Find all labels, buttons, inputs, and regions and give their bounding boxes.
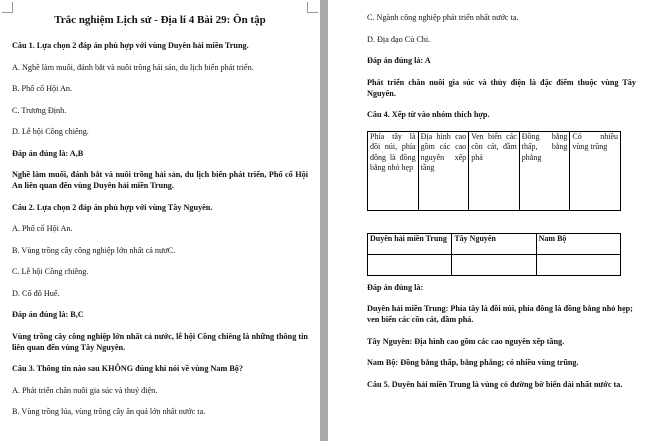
q1-option-c: C. Trương Định. xyxy=(12,105,67,115)
table-cell xyxy=(452,254,536,275)
margin-corner-mark xyxy=(2,2,13,13)
question-3: Câu 3. Thông tin nào sau KHÔNG đúng khi nói về vùng Nam Bộ? xyxy=(12,364,243,373)
table-header: Tây Nguyên xyxy=(452,233,536,254)
table-cell: Địa hình cao gồm các cao nguyên xếp tầng xyxy=(418,131,469,210)
q3-explanation: Phát triển chăn nuôi gia súc và thủy điện là đặc điểm thuộc vùng Tây Nguyên. xyxy=(367,77,636,98)
q3-answer: Đáp án đúng là: A xyxy=(367,56,431,65)
margin-corner-mark xyxy=(307,2,318,13)
q4-answer-line-2: Tây Nguyên: Địa hình cao gồm các cao nguyên xếp tầng. xyxy=(367,336,565,346)
q1-option-b: B. Phố cổ Hội An. xyxy=(12,84,73,93)
q2-answer: Đáp án đúng là: B,C xyxy=(12,310,84,319)
q3-option-b: B. Vùng trồng lúa, vùng trồng cây ăn quả lớn nhất nước ta. xyxy=(12,407,206,416)
q2-option-b: B. Vùng trồng cây công nghiệp lớn nhất cả nươC. xyxy=(12,245,176,255)
grouping-table xyxy=(367,233,621,276)
q1-option-d: D. Lễ hội Cồng chiêng. xyxy=(12,127,89,136)
word-options-table xyxy=(367,131,621,211)
table-row xyxy=(368,233,621,254)
q1-option-a: A. Nghề làm muối, đánh bắt và nuôi trồng hải sản, du lịch biển phát triển. xyxy=(12,62,254,72)
q4-answer-line-1: Duyên hải miền Trung: Phía tây là đồi núi, phía đông là đồng bằng nhỏ hẹp; ven biển các cồn cát, đầm phá. xyxy=(367,304,633,324)
document-title: Trắc nghiệm Lịch sử - Địa lí 4 Bài 29: Ôn tập xyxy=(54,14,266,26)
table-cell: Phía tây là đồi núi, phía đông là đồng bằng nhỏ hẹp xyxy=(368,131,419,210)
question-2: Câu 2. Lựa chọn 2 đáp án phù hợp với vùng Tây Nguyên. xyxy=(12,202,213,212)
table-cell: Có nhiều vùng trũng xyxy=(570,131,621,210)
q1-explanation: Nghề làm muối, đánh bắt và nuôi trồng hải sản, du lịch biển phát triển, Phố cổ Hội An liên quan đến vùng Duyên hải miền Trung. xyxy=(12,170,308,190)
document-page-left xyxy=(0,0,320,441)
table-row xyxy=(368,131,621,210)
table-cell xyxy=(368,254,452,275)
q1-answer: Đáp án đúng là: A,B xyxy=(12,148,84,158)
q3-option-c: C. Ngành công nghiệp phát triển nhất nước ta. xyxy=(367,13,519,22)
q2-option-a: A. Phố cổ Hội An. xyxy=(12,224,73,233)
table-header: Nam Bộ xyxy=(536,233,620,254)
q2-option-d: D. Cố đô Huế. xyxy=(12,288,60,298)
q3-option-a: A. Phát triển chăn nuôi gia súc và thuỷ điện. xyxy=(12,385,158,395)
table-cell: Ven biển các cồn cát, đầm phá xyxy=(469,131,520,210)
q4-answer: Đáp án đúng là: xyxy=(367,282,424,292)
q3-option-d: D. Địa đạo Củ Chi. xyxy=(367,34,431,44)
question-4: Câu 4. Xếp từ vào nhóm thích hợp. xyxy=(367,110,490,119)
q2-explanation: Vùng trồng cây công nghiệp lớn nhất cả nước, lễ hội Cồng chiêng là những thông tin liên quan đến vùng Tây Nguyên. xyxy=(12,331,308,352)
q4-answer-line-3: Nam Bộ: Đồng bằng thấp, bằng phẳng; có nhiều vùng trũng. xyxy=(367,358,579,367)
document-page-right xyxy=(328,0,650,441)
table-header: Duyên hải miền Trung xyxy=(368,233,452,254)
question-5: Câu 5. Duyên hải miền Trung là vùng có đường bờ biển dài nhất nước ta. xyxy=(367,379,623,389)
question-1: Câu 1. Lựa chọn 2 đáp án phù hợp với vùng Duyên hải miền Trung. xyxy=(12,41,249,50)
table-cell: Đồng bằng thấp, bằng phẳng xyxy=(519,131,570,210)
table-row xyxy=(368,254,621,275)
table-cell xyxy=(536,254,620,275)
q2-option-c: C. Lễ hội Cồng chiêng. xyxy=(12,267,89,276)
